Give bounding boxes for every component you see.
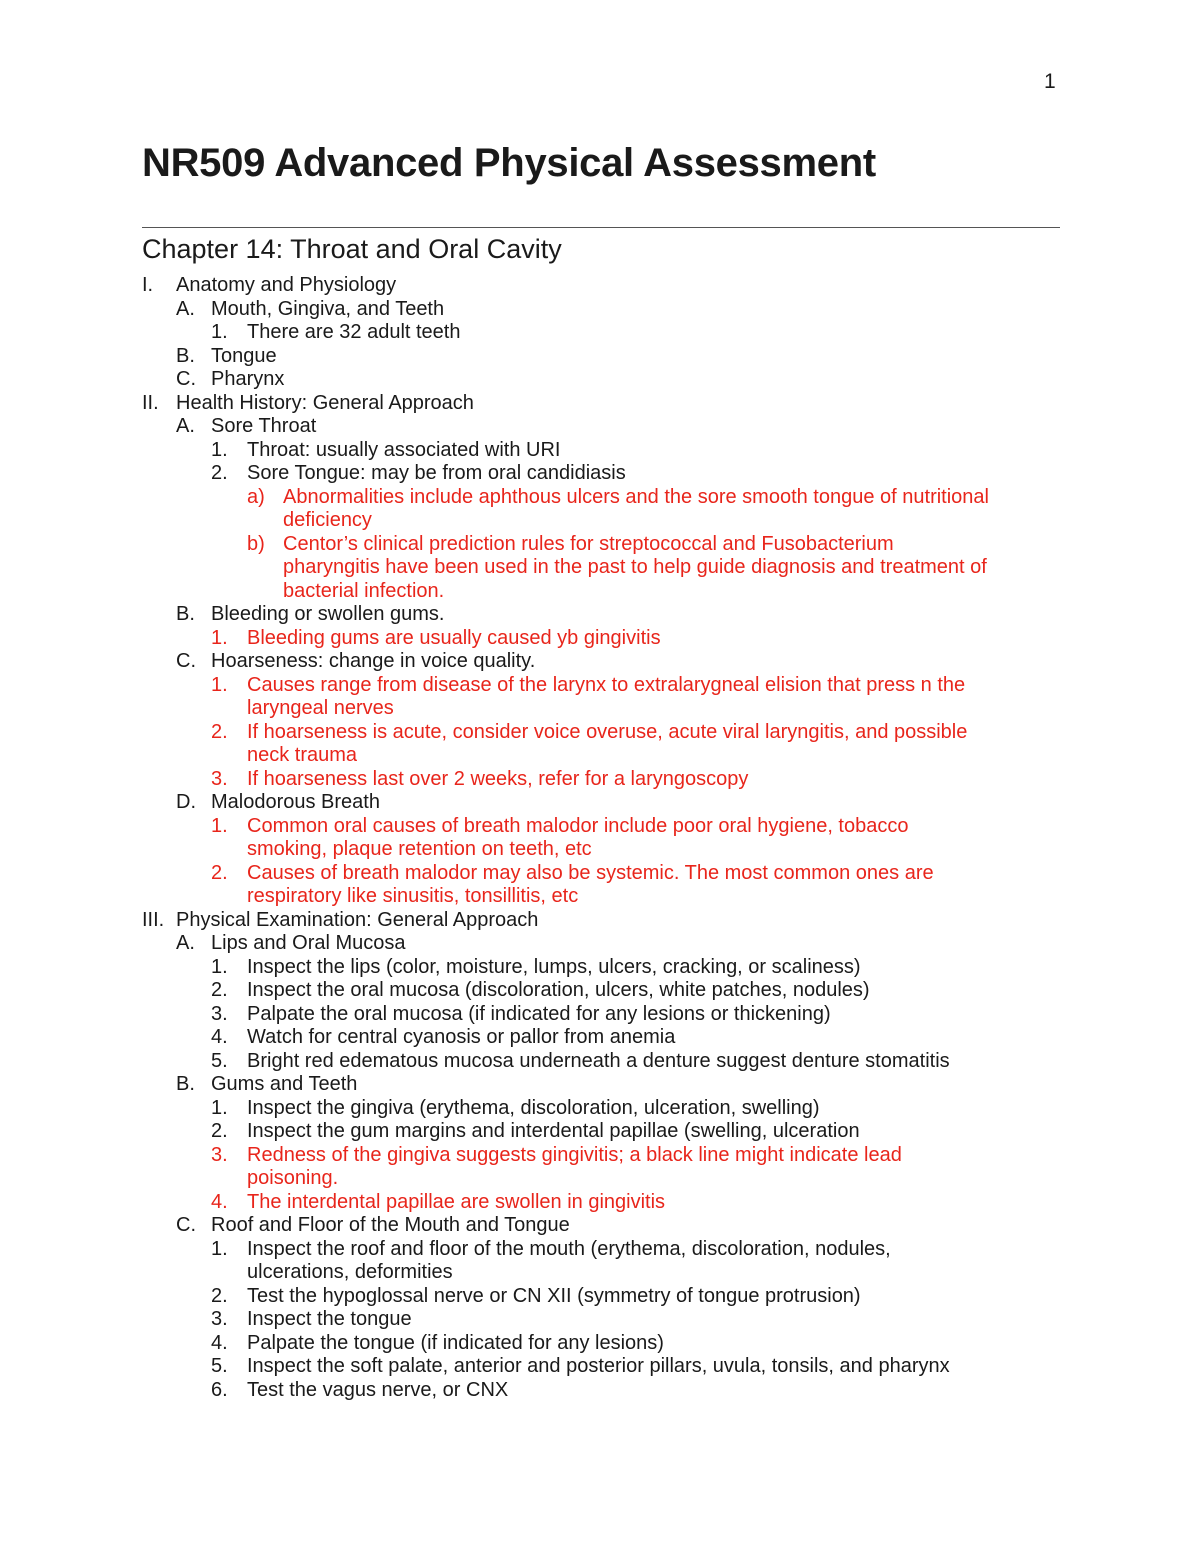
outline-marker: 1. <box>211 626 228 649</box>
outline-item <box>0 1261 1200 1285</box>
outline-item <box>0 909 1200 933</box>
outline-marker: 3. <box>211 1308 228 1330</box>
outline-marker: 2. <box>211 861 228 884</box>
outline-item <box>0 603 1200 627</box>
outline-marker: 4. <box>211 1190 228 1213</box>
outline-marker: 3. <box>211 1002 228 1025</box>
outline-item <box>0 580 1200 604</box>
outline-text: Inspect the oral mucosa (discoloration, ulcers, white patches, nodules) <box>247 979 870 1001</box>
outline-text: Palpate the tongue (if indicated for any lesions) <box>247 1331 664 1354</box>
outline-text: Anatomy and Physiology <box>176 274 397 296</box>
outline-item <box>0 862 1200 886</box>
outline-item <box>0 674 1200 698</box>
outline-item <box>0 509 1200 533</box>
outline-marker: D. <box>176 791 196 813</box>
outline-item <box>0 744 1200 768</box>
outline-item <box>0 1026 1200 1050</box>
outline-item <box>0 345 1200 369</box>
outline-item <box>0 368 1200 392</box>
outline-item <box>0 768 1200 792</box>
outline-text: Pharynx <box>211 368 285 390</box>
outline-item <box>0 486 1200 510</box>
outline-text: laryngeal nerves <box>247 697 394 719</box>
outline-marker: 5. <box>211 1049 228 1072</box>
outline-item <box>0 697 1200 721</box>
outline-item <box>0 838 1200 862</box>
outline-marker: 2. <box>211 462 228 484</box>
outline-marker: A. <box>176 415 195 437</box>
outline-item <box>0 1238 1200 1262</box>
outline-marker: 2. <box>211 1120 228 1142</box>
outline-text: Redness of the gingiva suggests gingivitis; a black line might indicate lead <box>247 1143 902 1166</box>
outline-item <box>0 721 1200 745</box>
outline-item <box>0 415 1200 439</box>
outline-text: Gums and Teeth <box>211 1073 358 1095</box>
outline-text: Inspect the soft palate, anterior and posterior pillars, uvula, tonsils, and pharynx <box>247 1355 950 1377</box>
outline-marker: 3. <box>211 1143 228 1166</box>
outline-text: poisoning. <box>247 1167 339 1189</box>
outline-item <box>0 627 1200 651</box>
outline-text: pharyngitis have been used in the past to help guide diagnosis and treatment of <box>283 556 987 578</box>
outline-marker: C. <box>176 650 196 672</box>
outline-item <box>0 956 1200 980</box>
outline-text: Roof and Floor of the Mouth and Tongue <box>211 1214 570 1236</box>
outline-item <box>0 1050 1200 1074</box>
outline-text: Malodorous Breath <box>211 791 380 813</box>
outline-marker: 1. <box>211 955 228 978</box>
outline-text: ulcerations, deformities <box>247 1261 453 1283</box>
outline-text: bacterial infection. <box>283 579 445 602</box>
title-divider <box>142 227 1060 228</box>
outline-text: Inspect the gum margins and interdental papillae (swelling, ulceration <box>247 1120 860 1142</box>
outline-marker: A. <box>176 932 195 954</box>
outline-item <box>0 556 1200 580</box>
outline-item <box>0 932 1200 956</box>
outline-item <box>0 1214 1200 1238</box>
outline-text: Mouth, Gingiva, and Teeth <box>211 297 445 320</box>
chapter-heading: Chapter 14: Throat and Oral Cavity <box>142 234 562 264</box>
outline-marker: 3. <box>211 767 228 790</box>
outline-marker: 2. <box>211 979 228 1001</box>
outline-text: Hoarseness: change in voice quality. <box>211 650 536 672</box>
outline-marker: 1. <box>211 673 228 696</box>
outline-text: Watch for central cyanosis or pallor from anemia <box>247 1026 676 1048</box>
outline-text: respiratory like sinusitis, tonsillitis, etc <box>247 885 579 907</box>
outline-item <box>0 1191 1200 1215</box>
outline-text: Centor’s clinical prediction rules for streptococcal and Fusobacterium <box>283 532 894 555</box>
outline-text: Bleeding gums are usually caused yb gingivitis <box>247 626 661 649</box>
outline-item <box>0 1144 1200 1168</box>
outline-marker: B. <box>176 603 195 625</box>
outline-item <box>0 791 1200 815</box>
outline-text: Test the vagus nerve, or CNX <box>247 1378 509 1401</box>
outline-item <box>0 1332 1200 1356</box>
outline-marker: II. <box>142 391 159 414</box>
outline-text: Bleeding or swollen gums. <box>211 603 445 625</box>
outline-text: Sore Tongue: may be from oral candidiasis <box>247 462 626 484</box>
outline-marker: B. <box>176 344 195 367</box>
outline-text: Sore Throat <box>211 415 317 437</box>
outline-item <box>0 1003 1200 1027</box>
outline-text: Throat: usually associated with URI <box>247 438 561 461</box>
outline-marker: a) <box>247 485 265 508</box>
outline-text: neck trauma <box>247 744 358 766</box>
outline-item <box>0 1097 1200 1121</box>
outline-item <box>0 439 1200 463</box>
outline-item <box>0 1285 1200 1309</box>
outline-item <box>0 1379 1200 1403</box>
outline-marker: 1. <box>211 438 228 461</box>
outline-item <box>0 298 1200 322</box>
outline-marker: 5. <box>211 1355 228 1377</box>
outline-marker: I. <box>142 274 154 296</box>
outline-item <box>0 1355 1200 1379</box>
outline-item <box>0 1073 1200 1097</box>
outline-marker: 2. <box>211 720 228 743</box>
outline-item <box>0 274 1200 298</box>
outline-item <box>0 1167 1200 1191</box>
outline-item <box>0 650 1200 674</box>
outline-text: If hoarseness is acute, consider voice overuse, acute viral laryngitis, and possible <box>247 720 968 743</box>
outline-item <box>0 885 1200 909</box>
outline-item <box>0 392 1200 416</box>
outline-list <box>0 274 1200 1402</box>
outline-marker: b) <box>247 532 265 555</box>
outline-text: Physical Examination: General Approach <box>176 908 539 931</box>
outline-marker: B. <box>176 1073 195 1095</box>
outline-marker: 6. <box>211 1378 228 1401</box>
outline-text: Inspect the lips (color, moisture, lumps, ulcers, cracking, or scaliness) <box>247 955 861 978</box>
outline-item <box>0 321 1200 345</box>
outline-text: Inspect the roof and floor of the mouth (erythema, discoloration, nodules, <box>247 1237 891 1260</box>
document-title: NR509 Advanced Physical Assessment <box>142 141 876 185</box>
outline-marker: A. <box>176 297 195 320</box>
outline-item <box>0 1120 1200 1144</box>
outline-text: Causes of breath malodor may also be systemic. The most common ones are <box>247 861 934 884</box>
outline-text: If hoarseness last over 2 weeks, refer for a laryngoscopy <box>247 767 749 790</box>
outline-item <box>0 462 1200 486</box>
outline-text: Abnormalities include aphthous ulcers and the sore smooth tongue of nutritional <box>283 485 989 508</box>
outline-text: There are 32 adult teeth <box>247 321 461 343</box>
outline-text: Tongue <box>211 344 277 367</box>
outline-text: Test the hypoglossal nerve or CN XII (symmetry of tongue protrusion) <box>247 1284 861 1307</box>
outline-text: Inspect the gingiva (erythema, discoloration, ulceration, swelling) <box>247 1096 820 1119</box>
outline-marker: 1. <box>211 1237 228 1260</box>
outline-text: smoking, plaque retention on teeth, etc <box>247 838 592 860</box>
outline-item <box>0 1308 1200 1332</box>
outline-item <box>0 979 1200 1003</box>
outline-marker: 1. <box>211 321 228 343</box>
outline-marker: C. <box>176 1214 196 1236</box>
outline-text: Causes range from disease of the larynx to extralarygneal elision that press n the <box>247 673 966 696</box>
outline-text: Lips and Oral Mucosa <box>211 932 406 954</box>
outline-marker: III. <box>142 908 165 931</box>
outline-marker: 4. <box>211 1026 228 1048</box>
outline-item <box>0 815 1200 839</box>
outline-text: Bright red edematous mucosa underneath a denture suggest denture stomatitis <box>247 1049 950 1072</box>
outline-marker: 1. <box>211 1096 228 1119</box>
outline-text: Common oral causes of breath malodor include poor oral hygiene, tobacco <box>247 814 909 837</box>
outline-item <box>0 533 1200 557</box>
outline-text: Health History: General Approach <box>176 391 474 414</box>
outline-marker: C. <box>176 368 196 390</box>
outline-text: Palpate the oral mucosa (if indicated for any lesions or thickening) <box>247 1002 831 1025</box>
outline-marker: 2. <box>211 1284 228 1307</box>
outline-text: The interdental papillae are swollen in gingivitis <box>247 1190 666 1213</box>
outline-marker: 1. <box>211 814 228 837</box>
outline-text: deficiency <box>283 509 372 531</box>
outline-marker: 4. <box>211 1331 228 1354</box>
outline-text: Inspect the tongue <box>247 1308 412 1330</box>
page-number: 1 <box>1044 70 1056 93</box>
